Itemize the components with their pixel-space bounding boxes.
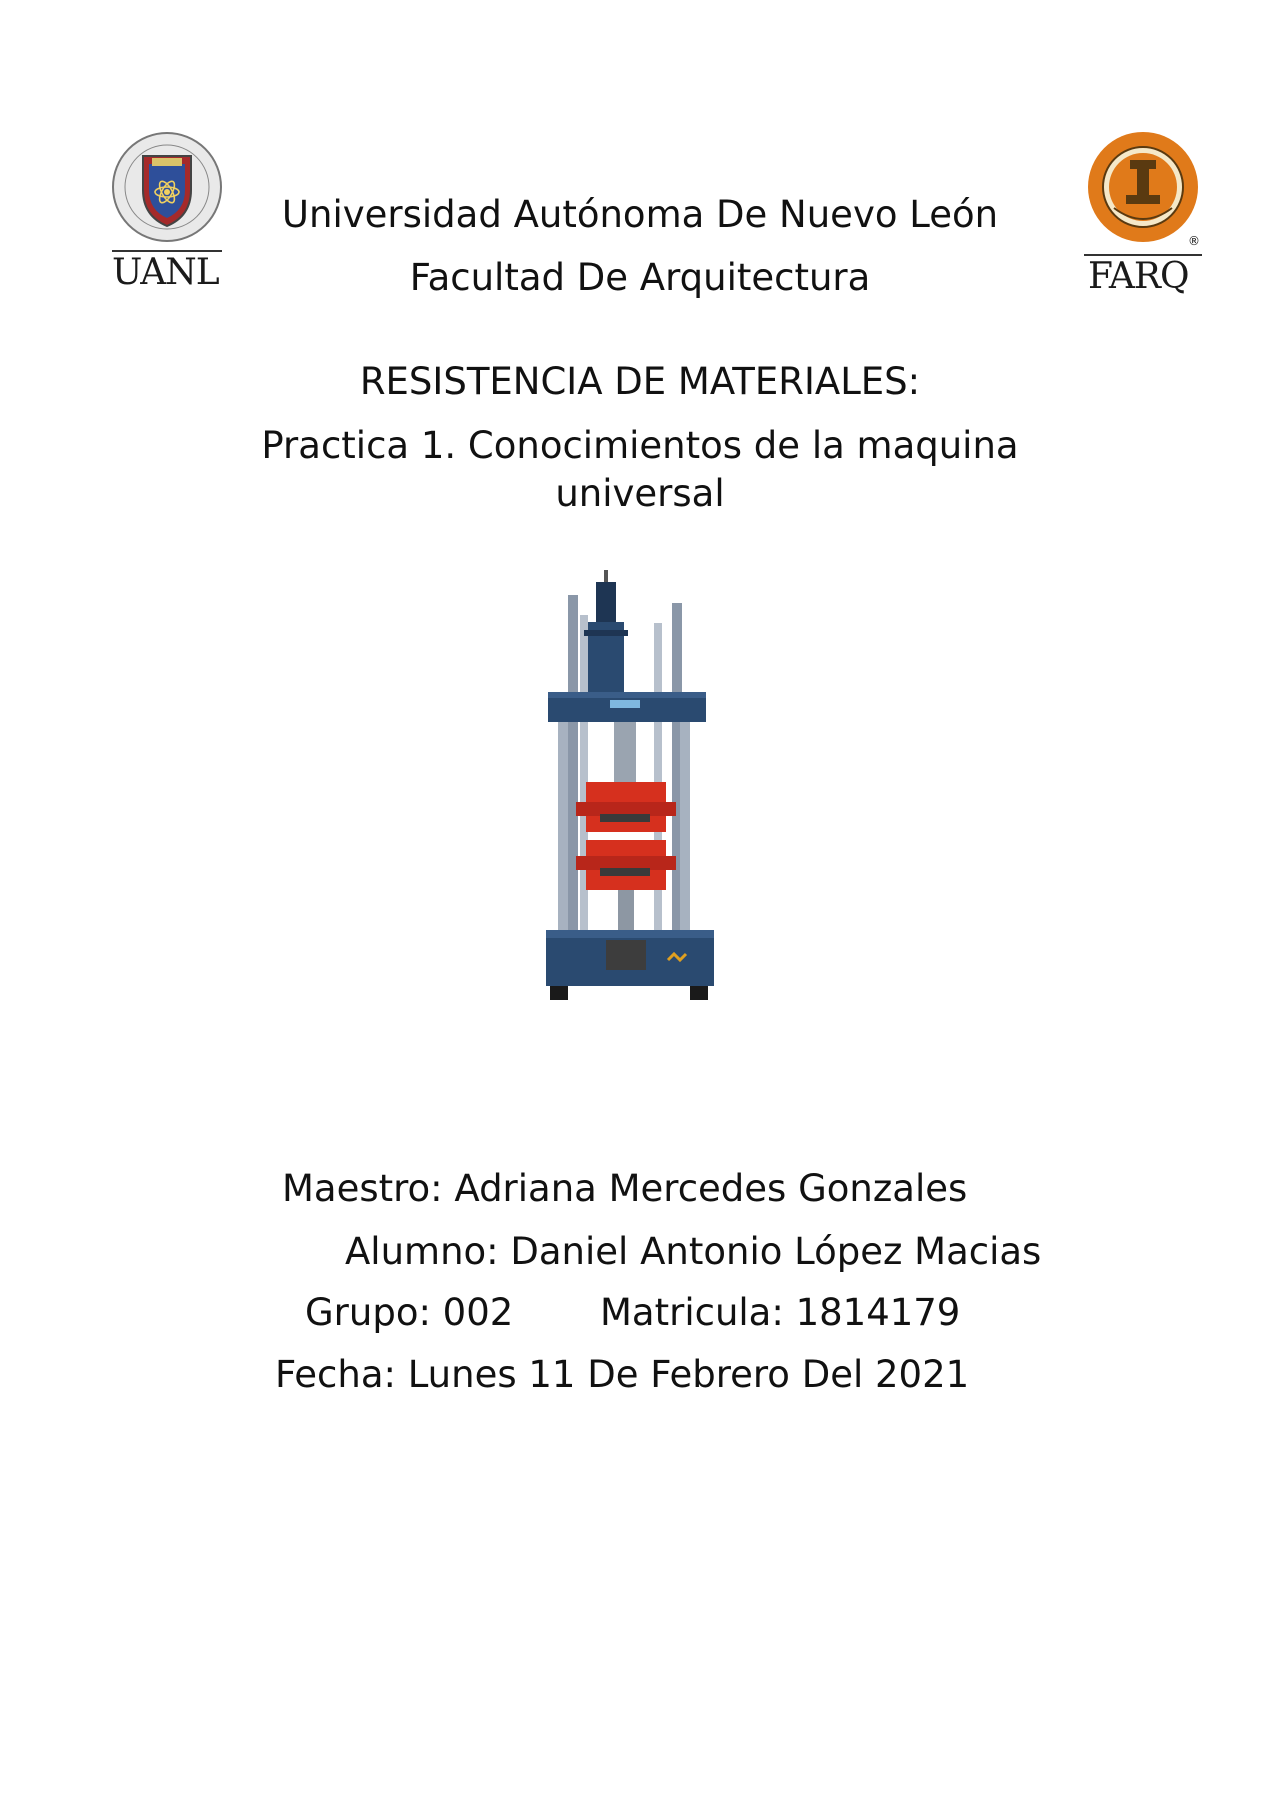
group-number: Grupo: 002 [305, 1291, 514, 1334]
farq-registered-mark: ® [1188, 234, 1200, 248]
uanl-logo-text: UANL [112, 252, 219, 293]
student-name: Alumno: Daniel Antonio López Macias [345, 1230, 1042, 1273]
farq-logo-text: FARQ [1088, 256, 1189, 297]
teacher-name: Maestro: Adriana Mercedes Gonzales [282, 1167, 968, 1210]
enrollment-number: Matricula: 1814179 [600, 1291, 961, 1334]
practice-title-line1: Practica 1. Conocimientos de la maquina [261, 424, 1019, 467]
report-date: Fecha: Lunes 11 De Febrero Del 2021 [275, 1353, 970, 1396]
faculty-name: Facultad De Arquitectura [409, 256, 871, 299]
universal-testing-machine-icon [540, 570, 740, 1020]
practice-title-line2: universal [555, 472, 725, 515]
subject-title: RESISTENCIA DE MATERIALES: [359, 360, 921, 403]
university-name: Universidad Autónoma De Nuevo León [281, 193, 999, 236]
